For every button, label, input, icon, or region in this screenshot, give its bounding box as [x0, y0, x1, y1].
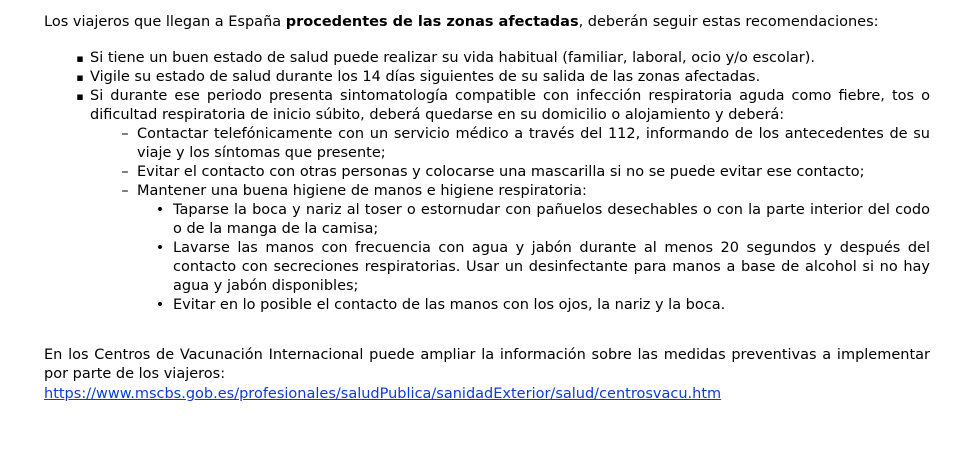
intro-paragraph	[44, 13, 930, 32]
list-item	[76, 87, 930, 315]
square-bullet-icon: ▪	[76, 71, 84, 84]
hygiene-item	[155, 296, 930, 315]
intro-text-start: Los viajeros que llegan a España	[44, 14, 286, 30]
square-bullet-icon: ▪	[76, 90, 84, 103]
centros-vacunacion-link[interactable]: https://www.mscbs.gob.es/profesionales/saludPublica/sanidadExterior/salud/centrosvacu.htm	[44, 386, 722, 402]
hygiene-item-text: Lavarse las manos con frecuencia con agua y jabón durante al menos 20 segundos y después del contacto con secreciones respiratorias. Usar un desinfectante para manos a base de alcohol si no hay agua y jabón disponibles;	[173, 240, 930, 294]
hygiene-item	[155, 201, 930, 239]
list-item-text: Vigile su estado de salud durante los 14 días siguientes de su salida de las zonas afectadas.	[90, 69, 761, 85]
sublist-actions	[121, 125, 930, 315]
link-paragraph	[44, 385, 930, 404]
sublist-item-text: Mantener una buena higiene de manos e higiene respiratoria:	[137, 183, 587, 199]
round-bullet-icon: •	[155, 297, 165, 313]
list-item	[76, 49, 930, 68]
square-bullet-icon: ▪	[76, 52, 84, 65]
sublist-item-text: Contactar telefónicamente con un servicio médico a través del 112, informando de los antecedentes de su viaje y los síntomas que presente;	[137, 126, 930, 161]
closing-paragraph	[44, 346, 930, 384]
intro-text-end: , deberán seguir estas recomendaciones:	[578, 14, 879, 30]
dash-bullet-icon: –	[121, 183, 129, 199]
round-bullet-icon: •	[155, 202, 165, 218]
list-item-text: Si tiene un buen estado de salud puede realizar su vida habitual (familiar, laboral, ocio y/o escolar).	[90, 50, 815, 66]
sublist-item	[121, 163, 930, 182]
sublist-item	[121, 125, 930, 163]
hygiene-item	[155, 239, 930, 296]
recommendations-list	[76, 49, 930, 315]
intro-bold-text: procedentes de las zonas afectadas	[285, 14, 579, 30]
round-bullet-icon: •	[155, 240, 165, 256]
closing-text: En los Centros de Vacunación Internacional puede ampliar la información sobre las medidas preventivas a implementar por parte de los viajeros:	[44, 347, 930, 382]
list-item-text: Si durante ese periodo presenta sintomatología compatible con infección respiratoria aguda como fiebre, tos o dificultad respiratoria de inicio súbito, deberá quedarse en su domicilio o alojamiento y deberá:	[90, 88, 930, 123]
dash-bullet-icon: –	[121, 126, 129, 142]
hygiene-item-text: Taparse la boca y nariz al toser o estornudar con pañuelos desechables o con la parte interior del codo o de la manga de la camisa;	[173, 202, 930, 237]
sublist-item-text: Evitar el contacto con otras personas y colocarse una mascarilla si no se puede evitar ese contacto;	[137, 164, 865, 180]
hygiene-sublist	[155, 201, 930, 315]
hygiene-item-text: Evitar en lo posible el contacto de las manos con los ojos, la nariz y la boca.	[173, 297, 726, 313]
list-item	[76, 68, 930, 87]
sublist-item	[121, 182, 930, 315]
dash-bullet-icon: –	[121, 164, 129, 180]
